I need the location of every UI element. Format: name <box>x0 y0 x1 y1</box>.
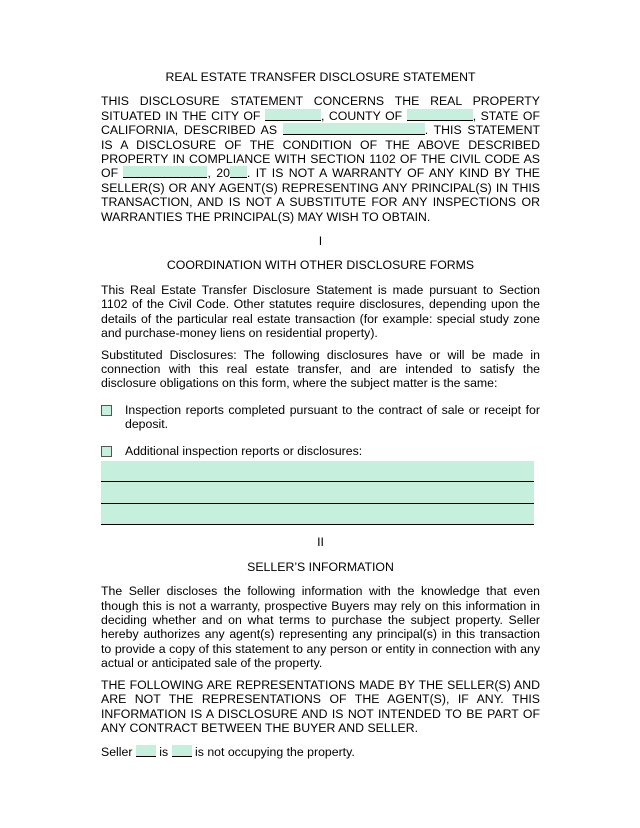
section-heading: SELLER’S INFORMATION <box>247 559 394 574</box>
checkbox-label: Inspection reports completed pursuant to the contract of sale or receipt for deposit. <box>125 402 540 432</box>
additional-reports-line[interactable] <box>101 504 534 526</box>
representations-paragraph: THE FOLLOWING ARE REPRESENTATIONS MADE BY THE SELLER(S) AND ARE NOT THE REPRESENTATIONS OF THE AGENT(S), IF ANY. THIS INFORMATION IS A DISCLOSURE AND IS NOT INTENDED TO BE PART OF ANY CONTRACT BETWEEN THE BUYER AND SELLER. <box>101 677 540 735</box>
checkbox-row <box>101 444 540 458</box>
section-numeral: II <box>317 535 324 550</box>
intro-line: THIS DISCLOSURE STATEMENT CONCERNS THE REAL PROPERTY <box>101 94 540 109</box>
intro-line: IS A DISCLOSURE OF THE CONDITION OF THE ABOVE DESCRIBED <box>101 137 540 152</box>
seller-information-paragraph: The Seller discloses the following information with the knowledge that even though this is not a warranty, prospective Buyers may rely on this information in deciding whether and on what terms to purchase the subject property. Seller hereby authorizes any agent(s) representing any principal(s) in this transaction to provide a copy of this statement to any person or entity in connection with any actual or anticipated sale of the property. <box>101 584 540 671</box>
year-field[interactable] <box>230 166 247 178</box>
additional-reports-lines <box>101 461 540 526</box>
county-field[interactable] <box>407 109 473 121</box>
section-numeral: I <box>318 234 323 249</box>
intro-paragraph <box>101 94 540 224</box>
intro-rest: SELLER(S) OR ANY AGENT(S) REPRESENTING ANY PRINCIPAL(S) IN THIS TRANSACTION, AND IS NOT A SUBSTITUTE FOR ANY INSPECTIONS OR WARRANTIES THE PRINCIPAL(S) MAY WISH TO OBTAIN. <box>101 180 540 224</box>
section-heading: COORDINATION WITH OTHER DISCLOSURE FORMS <box>166 258 475 273</box>
intro-line: CALIFORNIA, DESCRIBED AS . THIS STATEMENT <box>101 123 541 138</box>
additional-reports-checkbox[interactable] <box>101 446 112 457</box>
intro-line: PROPERTY IN COMPLIANCE WITH SECTION 1102 OF THE CIVIL CODE AS <box>101 152 540 167</box>
property-description-field[interactable] <box>283 123 425 135</box>
inspection-reports-checkbox[interactable] <box>101 405 112 416</box>
document-page <box>101 70 540 760</box>
additional-reports-line[interactable] <box>101 482 534 504</box>
date-field[interactable] <box>123 166 207 178</box>
seller-not-occupying-field[interactable] <box>172 745 192 757</box>
city-field[interactable] <box>265 109 321 121</box>
substituted-disclosures-paragraph: Substituted Disclosures: The following disclosures have or will be made in connection with this real estate transfer, and are intended to satisfy the disclosure obligations on this form, where the subject matter is the same: <box>101 347 540 391</box>
coordination-paragraph: This Real Estate Transfer Disclosure Statement is made pursuant to Section 1102 of the Civil Code. Other statutes require disclosures, depending upon the details of the particular real estate transaction (for example: special study zone and purchase-money liens on residential property). <box>101 282 540 341</box>
checkbox-label: Additional inspection reports or disclosures: <box>125 443 363 458</box>
intro-line: OF , 20 . IT IS NOT A WARRANTY OF ANY KIND BY THE <box>101 166 540 181</box>
additional-reports-line[interactable] <box>101 461 534 483</box>
document-title: REAL ESTATE TRANSFER DISCLOSURE STATEMENT <box>165 70 476 84</box>
occupancy-line: Seller is is not occupying the property. <box>101 745 355 760</box>
seller-occupying-field[interactable] <box>136 745 156 757</box>
intro-line: SITUATED IN THE CITY OF , COUNTY OF , STATE OF <box>101 108 540 123</box>
checkbox-row <box>101 403 540 432</box>
